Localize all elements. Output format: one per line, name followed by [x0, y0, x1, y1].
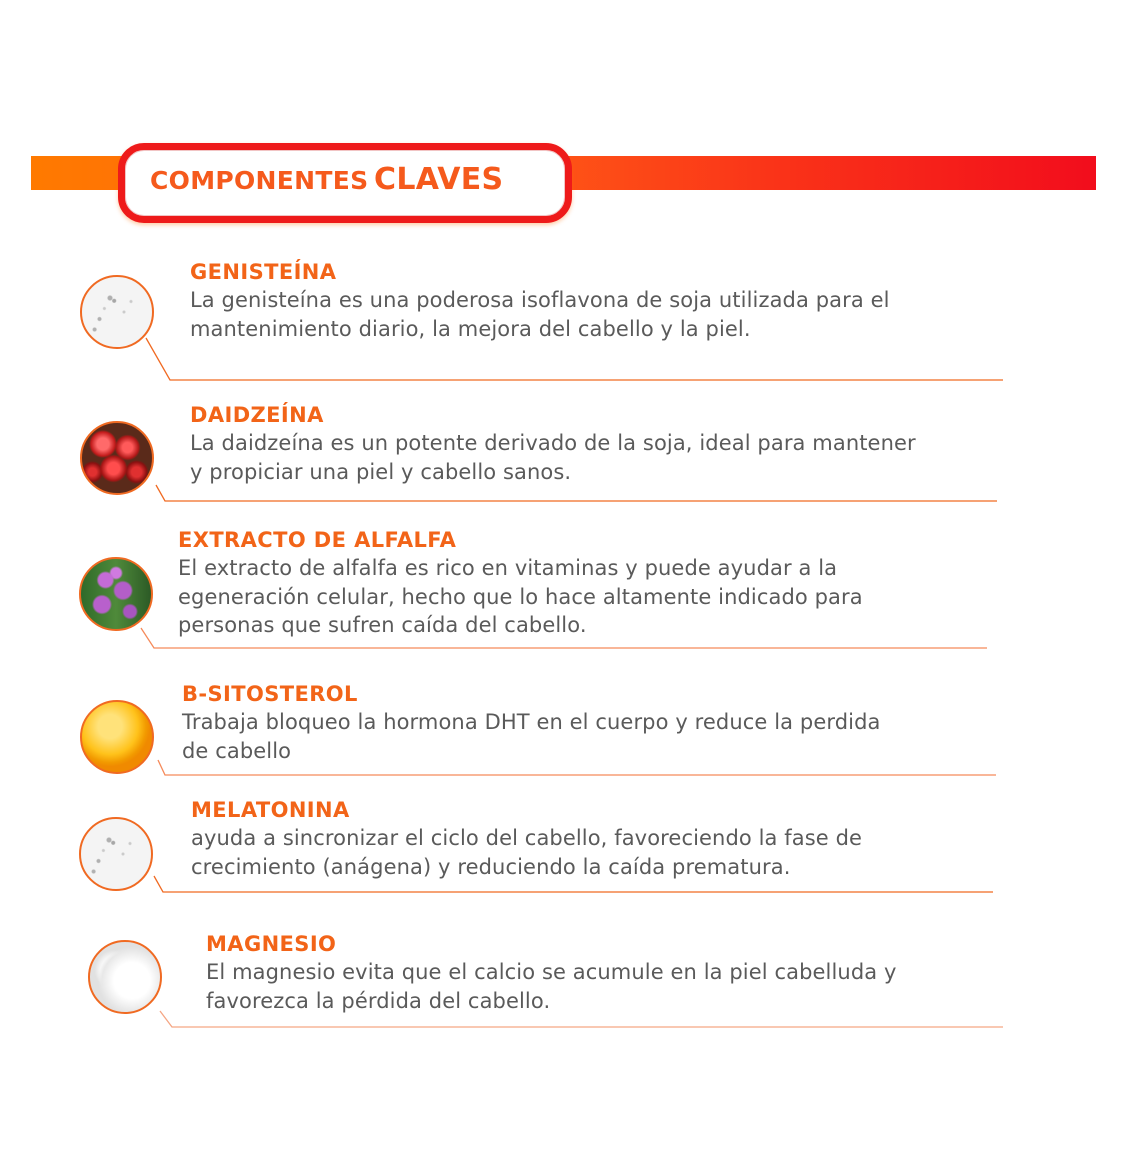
page-title [150, 160, 503, 200]
alfalfa-image [79, 557, 153, 631]
component-description: ayuda a sincronizar el ciclo del cabello, favoreciendo la fase de crecimiento (anágena) y reduciendo la caída prematura. [191, 826, 863, 879]
component-description: El magnesio evita que el calcio se acumule en la piel cabelluda y favorezca la pérdida del cabello. [206, 960, 897, 1013]
daidzeina-image [80, 421, 154, 495]
component-name: MELATONINA [191, 798, 350, 822]
component-name: MAGNESIO [206, 932, 337, 956]
component-description: La genisteína es una poderosa isoflavona de soja utilizada para el mantenimiento diario, la mejora del cabello y la piel. [190, 288, 890, 341]
page-title-part2: CLAVES [374, 162, 504, 197]
component-name: B-SITOSTEROL [182, 682, 358, 706]
b-sitosterol-image [80, 700, 154, 774]
melatonina-image [79, 817, 153, 891]
component-name: DAIDZEÍNA [190, 403, 324, 427]
page-title-part1: COMPONENTES [150, 166, 369, 195]
component-name: EXTRACTO DE ALFALFA [178, 528, 457, 552]
genisteina-image [80, 275, 154, 349]
component-description: La daidzeína es un potente derivado de la soja, ideal para mantener y propiciar una piel y cabello sanos. [190, 431, 916, 484]
component-description: Trabaja bloqueo la hormona DHT en el cuerpo y reduce la perdida de cabello [182, 710, 881, 763]
component-name: GENISTEÍNA [190, 260, 337, 284]
component-description: El extracto de alfalfa es rico en vitaminas y puede ayudar a la egeneración celular, hecho que lo hace altamente indicado para personas que sufren caída del cabello. [178, 556, 863, 637]
magnesio-image [88, 940, 162, 1014]
